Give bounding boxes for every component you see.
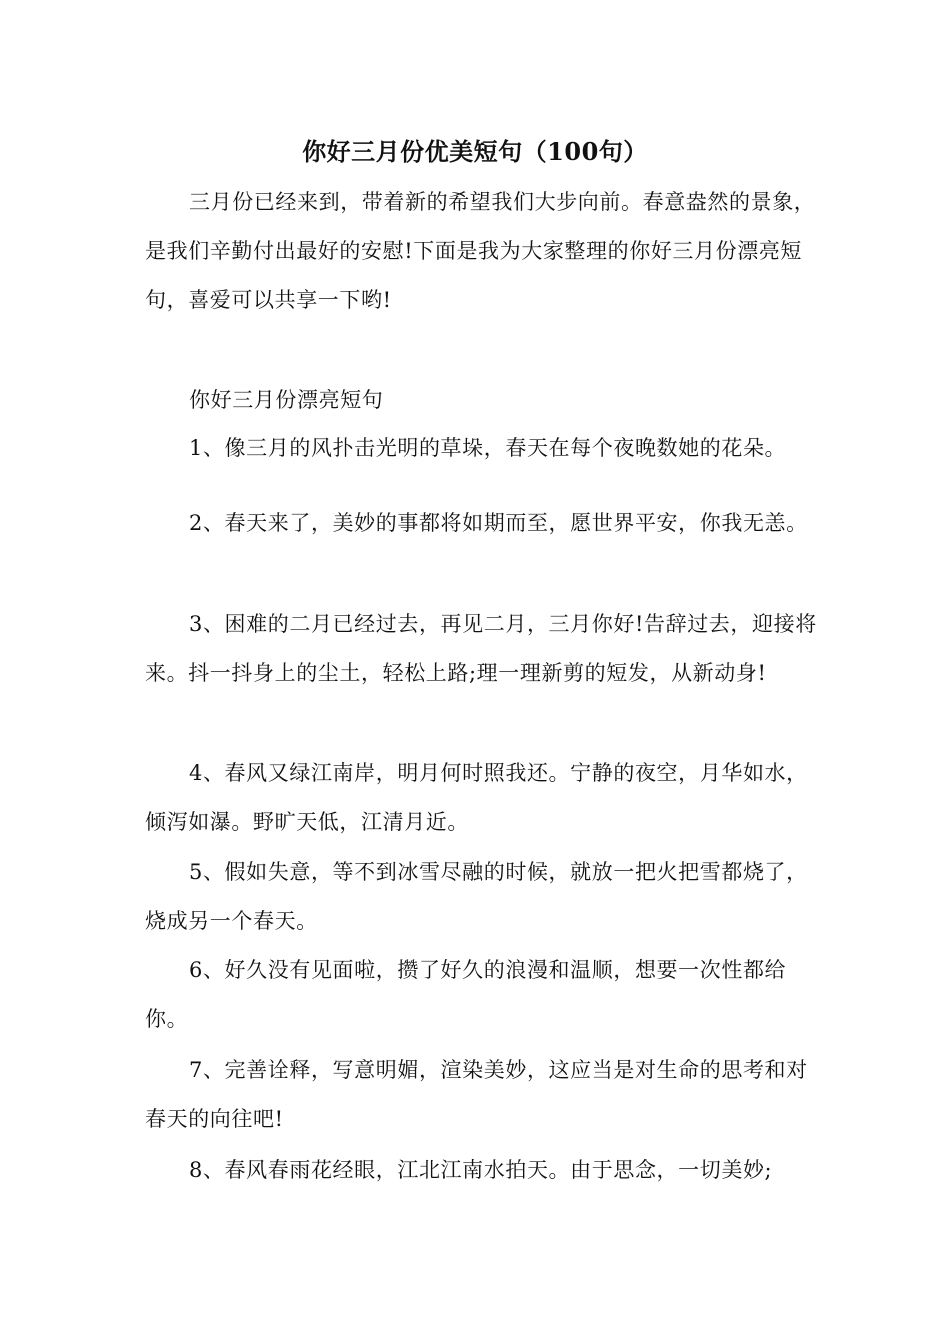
intro-paragraph: 三月份已经来到，带着新的希望我们大步向前。春意盎然的景象，是我们辛勤付出最好的安慰!下面是我为大家整理的你好三月份漂亮短句，喜爱可以共享一下哟! xyxy=(145,190,816,312)
list-item: 8、春风春雨花经眼，江北江南水拍天。由于思念，一切美妙; xyxy=(189,1158,773,1182)
list-item: 5、假如失意，等不到冰雪尽融的时候，就放一把火把雪都烧了，烧成另一个春天。 xyxy=(145,860,808,933)
list-item: 2、春天来了，美妙的事都将如期而至，愿世界平安，你我无恙。 xyxy=(189,511,808,535)
list-item: 4、春风又绿江南岸，明月何时照我还。宁静的夜空，月华如水，倾泻如瀑。野旷天低，江清月近。 xyxy=(145,761,808,834)
section-heading: 你好三月份漂亮短句 xyxy=(189,388,384,412)
list-item: 6、好久没有见面啦，攒了好久的浪漫和温顺，想要一次性都给你。 xyxy=(145,958,787,1031)
list-item: 1、像三月的风扑击光明的草垛，春天在每个夜晚数她的花朵。 xyxy=(189,436,787,460)
list-item: 3、困难的二月已经过去，再见二月，三月你好!告辞过去，迎接将来。抖一抖身上的尘土，轻松上路;理一理新剪的短发，从新动身! xyxy=(145,612,817,685)
list-item: 7、完善诠释，写意明媚，渲染美妙，这应当是对生命的思考和对春天的向往吧! xyxy=(145,1058,808,1131)
document-title: 你好三月份优美短句（100句） xyxy=(302,137,648,166)
